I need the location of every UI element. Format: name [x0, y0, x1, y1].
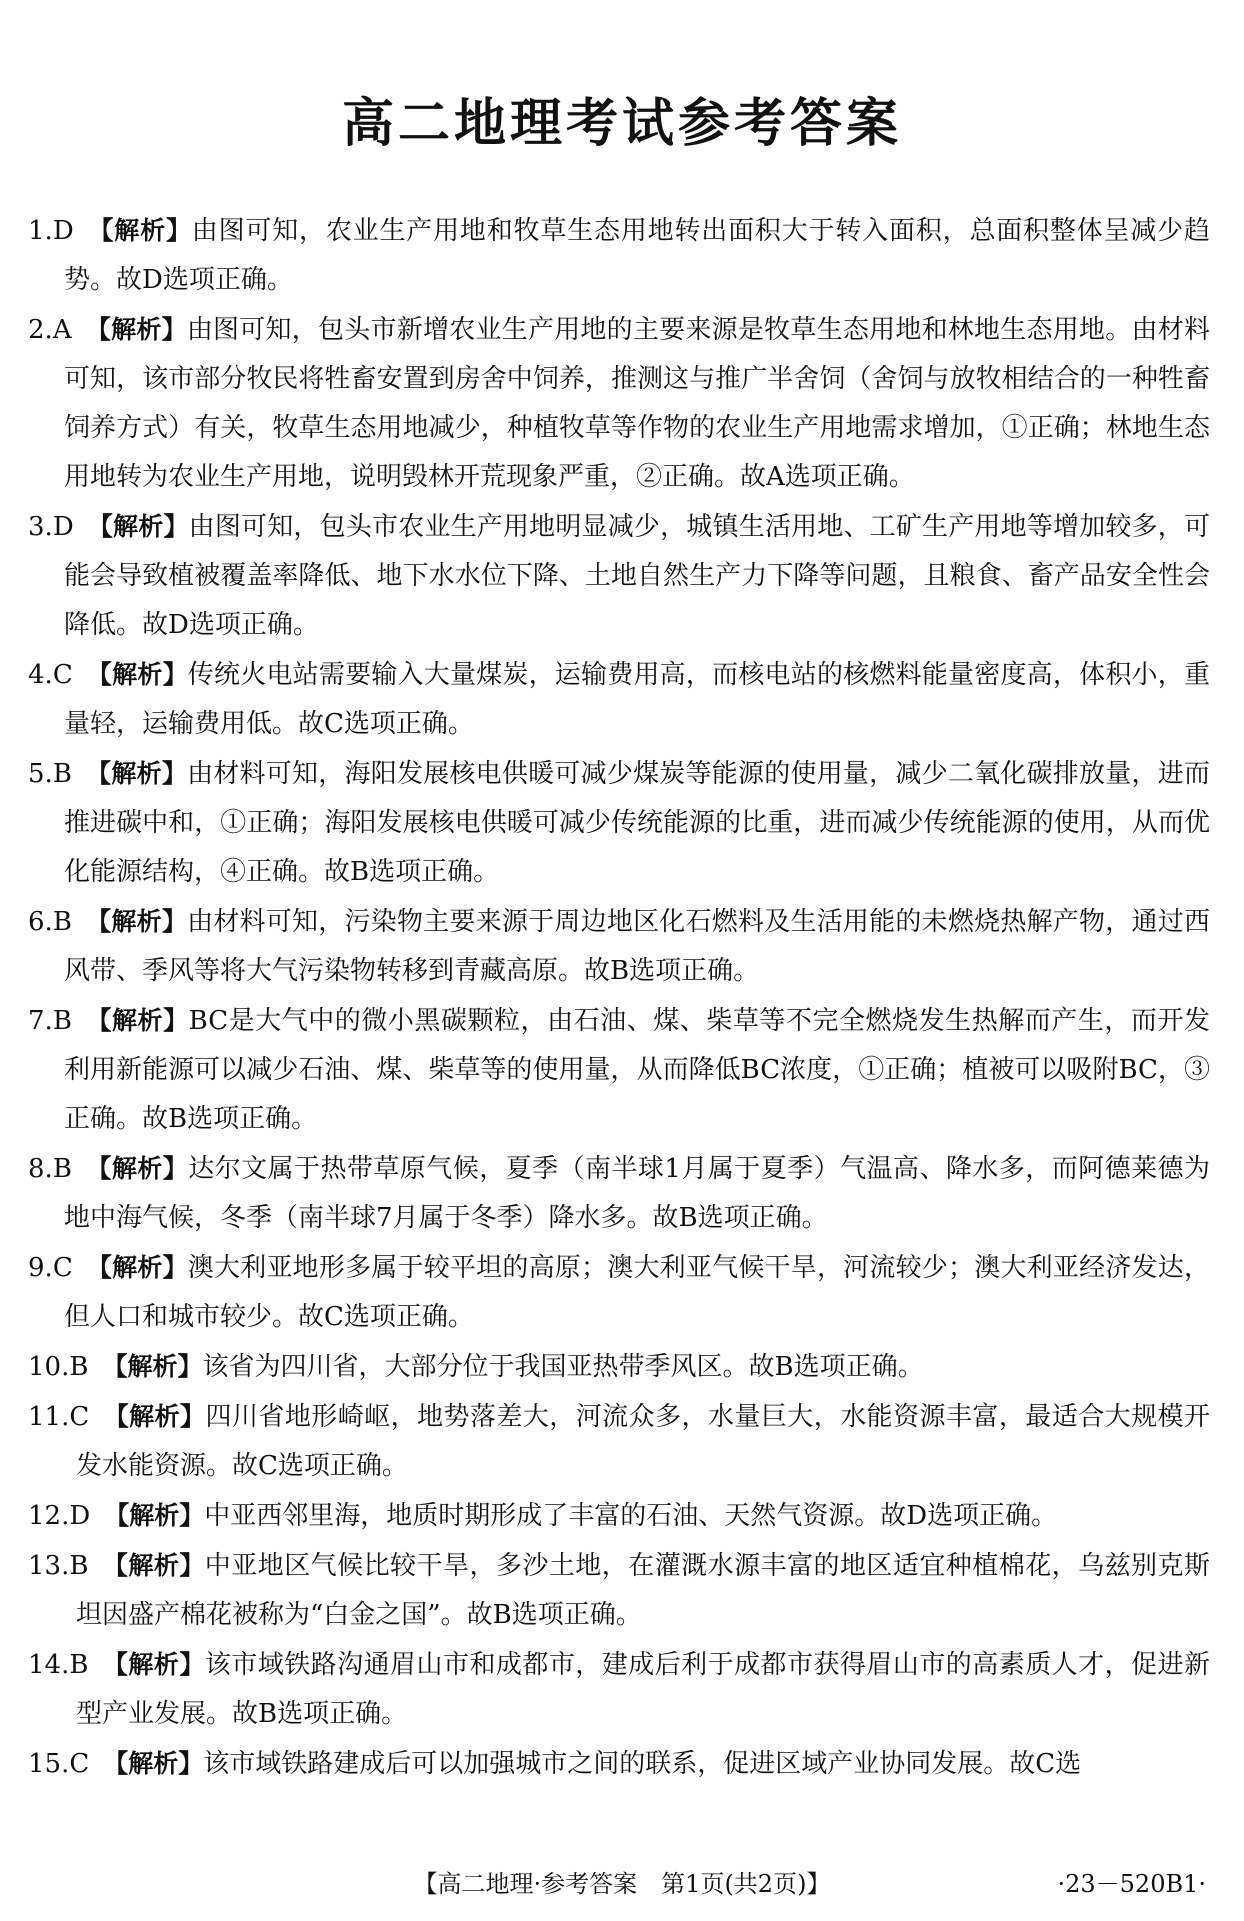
analysis-text: 由材料可知，海阳发展核电供暖可减少煤炭等能源的使用量，减少二氧化碳排放量，进而推进碳中和，①正确；海阳发展核电供暖可减少传统能源的比重，进而减少传统能源的使用，从而优化能源结构，④正确。故B选项正确。	[64, 759, 1210, 887]
answer-item	[28, 1144, 1210, 1243]
analysis-tag: 【解析】	[103, 1402, 206, 1431]
answer-choice: C	[69, 1402, 90, 1432]
answer-item-head	[28, 1006, 86, 1036]
analysis-tag: 【解析】	[102, 1352, 203, 1381]
question-number: 1.	[28, 216, 53, 246]
answer-item-head	[28, 1501, 104, 1531]
answer-choice: D	[52, 512, 74, 542]
analysis-text: 达尔文属于热带草原气候，夏季（南半球1月属于夏季）气温高、降水多，而阿德莱德为地中海气候，冬季（南半球7月属于冬季）降水多。故B选项正确。	[64, 1154, 1210, 1233]
answer-item	[28, 1541, 1210, 1640]
answer-choice: D	[52, 216, 74, 246]
answer-choice: D	[69, 1501, 91, 1531]
answer-choice: B	[69, 1352, 89, 1382]
answer-item	[28, 305, 1210, 502]
answer-item	[28, 897, 1210, 996]
question-number: 14.	[28, 1650, 70, 1680]
answer-item	[28, 206, 1210, 305]
footer-page-info: 【高二地理·参考答案 第1页(共2页)】	[413, 1870, 831, 1898]
answer-item	[28, 1342, 1210, 1392]
footer-code: ·23－520B1·	[1057, 1870, 1206, 1898]
question-number: 6.	[28, 907, 53, 937]
analysis-text: 中亚西邻里海，地质时期形成了丰富的石油、天然气资源。故D选项正确。	[204, 1501, 1058, 1531]
answer-item-head	[28, 907, 86, 937]
answer-item	[28, 1640, 1210, 1739]
analysis-tag: 【解析】	[85, 1006, 189, 1035]
analysis-tag: 【解析】	[102, 1551, 205, 1580]
answer-choice: C	[52, 660, 73, 690]
analysis-tag: 【解析】	[102, 1650, 205, 1679]
analysis-text: 由材料可知，污染物主要来源于周边地区化石燃料及生活用能的未燃烧热解产物，通过西风带、季风等将大气污染物转移到青藏高原。故B选项正确。	[64, 907, 1210, 986]
analysis-tag: 【解析】	[85, 907, 188, 936]
answer-choice: B	[52, 759, 72, 789]
answer-item-head	[28, 1154, 86, 1184]
answer-choice: B	[52, 1006, 72, 1036]
answer-item-head	[28, 1551, 102, 1581]
question-number: 9.	[28, 1253, 53, 1283]
page-title: 高二地理考试参考答案	[341, 94, 902, 154]
analysis-text: 由图可知，包头市农业生产用地明显减少，城镇生活用地、工矿生产用地等增加较多，可能会导致植被覆盖率降低、地下水水位下降、土地自然生产力下降等问题，且粮食、畜产品安全性会降低。故D选项正确。	[64, 512, 1210, 640]
answer-item-head	[28, 660, 87, 690]
question-number: 5.	[28, 759, 53, 789]
answer-item	[28, 1392, 1210, 1491]
analysis-tag: 【解析】	[87, 512, 189, 541]
analysis-tag: 【解析】	[87, 216, 192, 245]
analysis-tag: 【解析】	[85, 1154, 189, 1183]
answer-choice: B	[52, 1154, 72, 1184]
question-number: 7.	[28, 1006, 53, 1036]
analysis-tag: 【解析】	[86, 660, 188, 689]
question-number: 11.	[28, 1402, 70, 1432]
question-number: 15.	[28, 1749, 70, 1779]
answer-item-head	[28, 1253, 87, 1283]
answer-item-head	[28, 315, 86, 345]
answer-item	[28, 1739, 1210, 1789]
answer-item-head	[28, 1749, 103, 1779]
answer-item-head	[28, 759, 86, 789]
answer-list	[28, 206, 1210, 1789]
analysis-text: 该市域铁路沟通眉山市和成都市，建成后利于成都市获得眉山市的高素质人才，促进新型产业发展。故B选项正确。	[76, 1650, 1210, 1729]
answer-choice: C	[52, 1253, 73, 1283]
question-number: 10.	[28, 1352, 70, 1382]
analysis-text: 该省为四川省，大部分位于我国亚热带季风区。故B选项正确。	[202, 1352, 924, 1382]
answer-item-head	[28, 1402, 103, 1432]
question-number: 8.	[28, 1154, 53, 1184]
analysis-text: 传统火电站需要输入大量煤炭，运输费用高，而核电站的核燃料能量密度高，体积小，重量轻，运输费用低。故C选项正确。	[64, 660, 1210, 739]
analysis-tag: 【解析】	[104, 1501, 205, 1530]
question-number: 3.	[28, 512, 53, 542]
analysis-text: 该市域铁路建成后可以加强城市之间的联系，促进区域产业协同发展。故C选	[203, 1749, 1082, 1779]
analysis-text: 中亚地区气候比较干旱，多沙土地，在灌溉水源丰富的地区适宜种植棉花，乌兹别克斯坦因盛产棉花被称为“白金之国”。故B选项正确。	[76, 1551, 1210, 1630]
analysis-text: 四川省地形崎岖，地势落差大，河流众多，水量巨大，水能资源丰富，最适合大规模开发水能资源。故C选项正确。	[76, 1402, 1210, 1481]
answer-choice: A	[52, 315, 72, 345]
question-number: 12.	[28, 1501, 70, 1531]
analysis-text: 澳大利亚地形多属于较平坦的高原；澳大利亚气候干旱，河流较少；澳大利亚经济发达，但人口和城市较少。故C选项正确。	[64, 1253, 1210, 1332]
answer-item-head	[28, 1650, 102, 1680]
answer-item-head	[28, 216, 88, 246]
answer-item	[28, 749, 1210, 897]
question-number: 2.	[28, 315, 53, 345]
analysis-tag: 【解析】	[86, 1253, 188, 1282]
question-number: 4.	[28, 660, 53, 690]
answer-item-head	[28, 512, 88, 542]
question-number: 13.	[28, 1551, 70, 1581]
answer-choice: B	[52, 907, 72, 937]
answer-item	[28, 650, 1210, 749]
answer-item	[28, 502, 1210, 650]
analysis-tag: 【解析】	[85, 315, 187, 344]
analysis-text: 由图可知，包头市新增农业生产用地的主要来源是牧草生态用地和林地生态用地。由材料可知，该市部分牧民将牲畜安置到房舍中饲养，推测这与推广半舍饲（舍饲与放牧相结合的一种牲畜饲养方式）有关，牧草生态用地减少，种植牧草等作物的农业生产用地需求增加，①正确；林地生态用地转为农业生产用地，说明毁林开荒现象严重，②正确。故A选项正确。	[64, 315, 1210, 492]
answer-item	[28, 1491, 1210, 1541]
analysis-text: BC是大气中的微小黑碳颗粒，由石油、煤、柴草等不完全燃烧发生热解而产生，而开发利用新能源可以减少石油、煤、柴草等的使用量，从而降低BC浓度，①正确；植被可以吸附BC，③正确。故B选项正确。	[64, 1006, 1210, 1134]
answer-choice: B	[69, 1650, 89, 1680]
analysis-text: 由图可知，农业生产用地和牧草生态用地转出面积大于转入面积，总面积整体呈减少趋势。故D选项正确。	[64, 216, 1210, 295]
answer-item	[28, 1243, 1210, 1342]
analysis-tag: 【解析】	[85, 759, 188, 788]
analysis-tag: 【解析】	[103, 1749, 204, 1778]
answer-item-head	[28, 1352, 102, 1382]
page-footer	[0, 1864, 1244, 1904]
answer-item	[28, 996, 1210, 1144]
answer-choice: C	[69, 1749, 90, 1779]
answer-choice: B	[69, 1551, 89, 1581]
